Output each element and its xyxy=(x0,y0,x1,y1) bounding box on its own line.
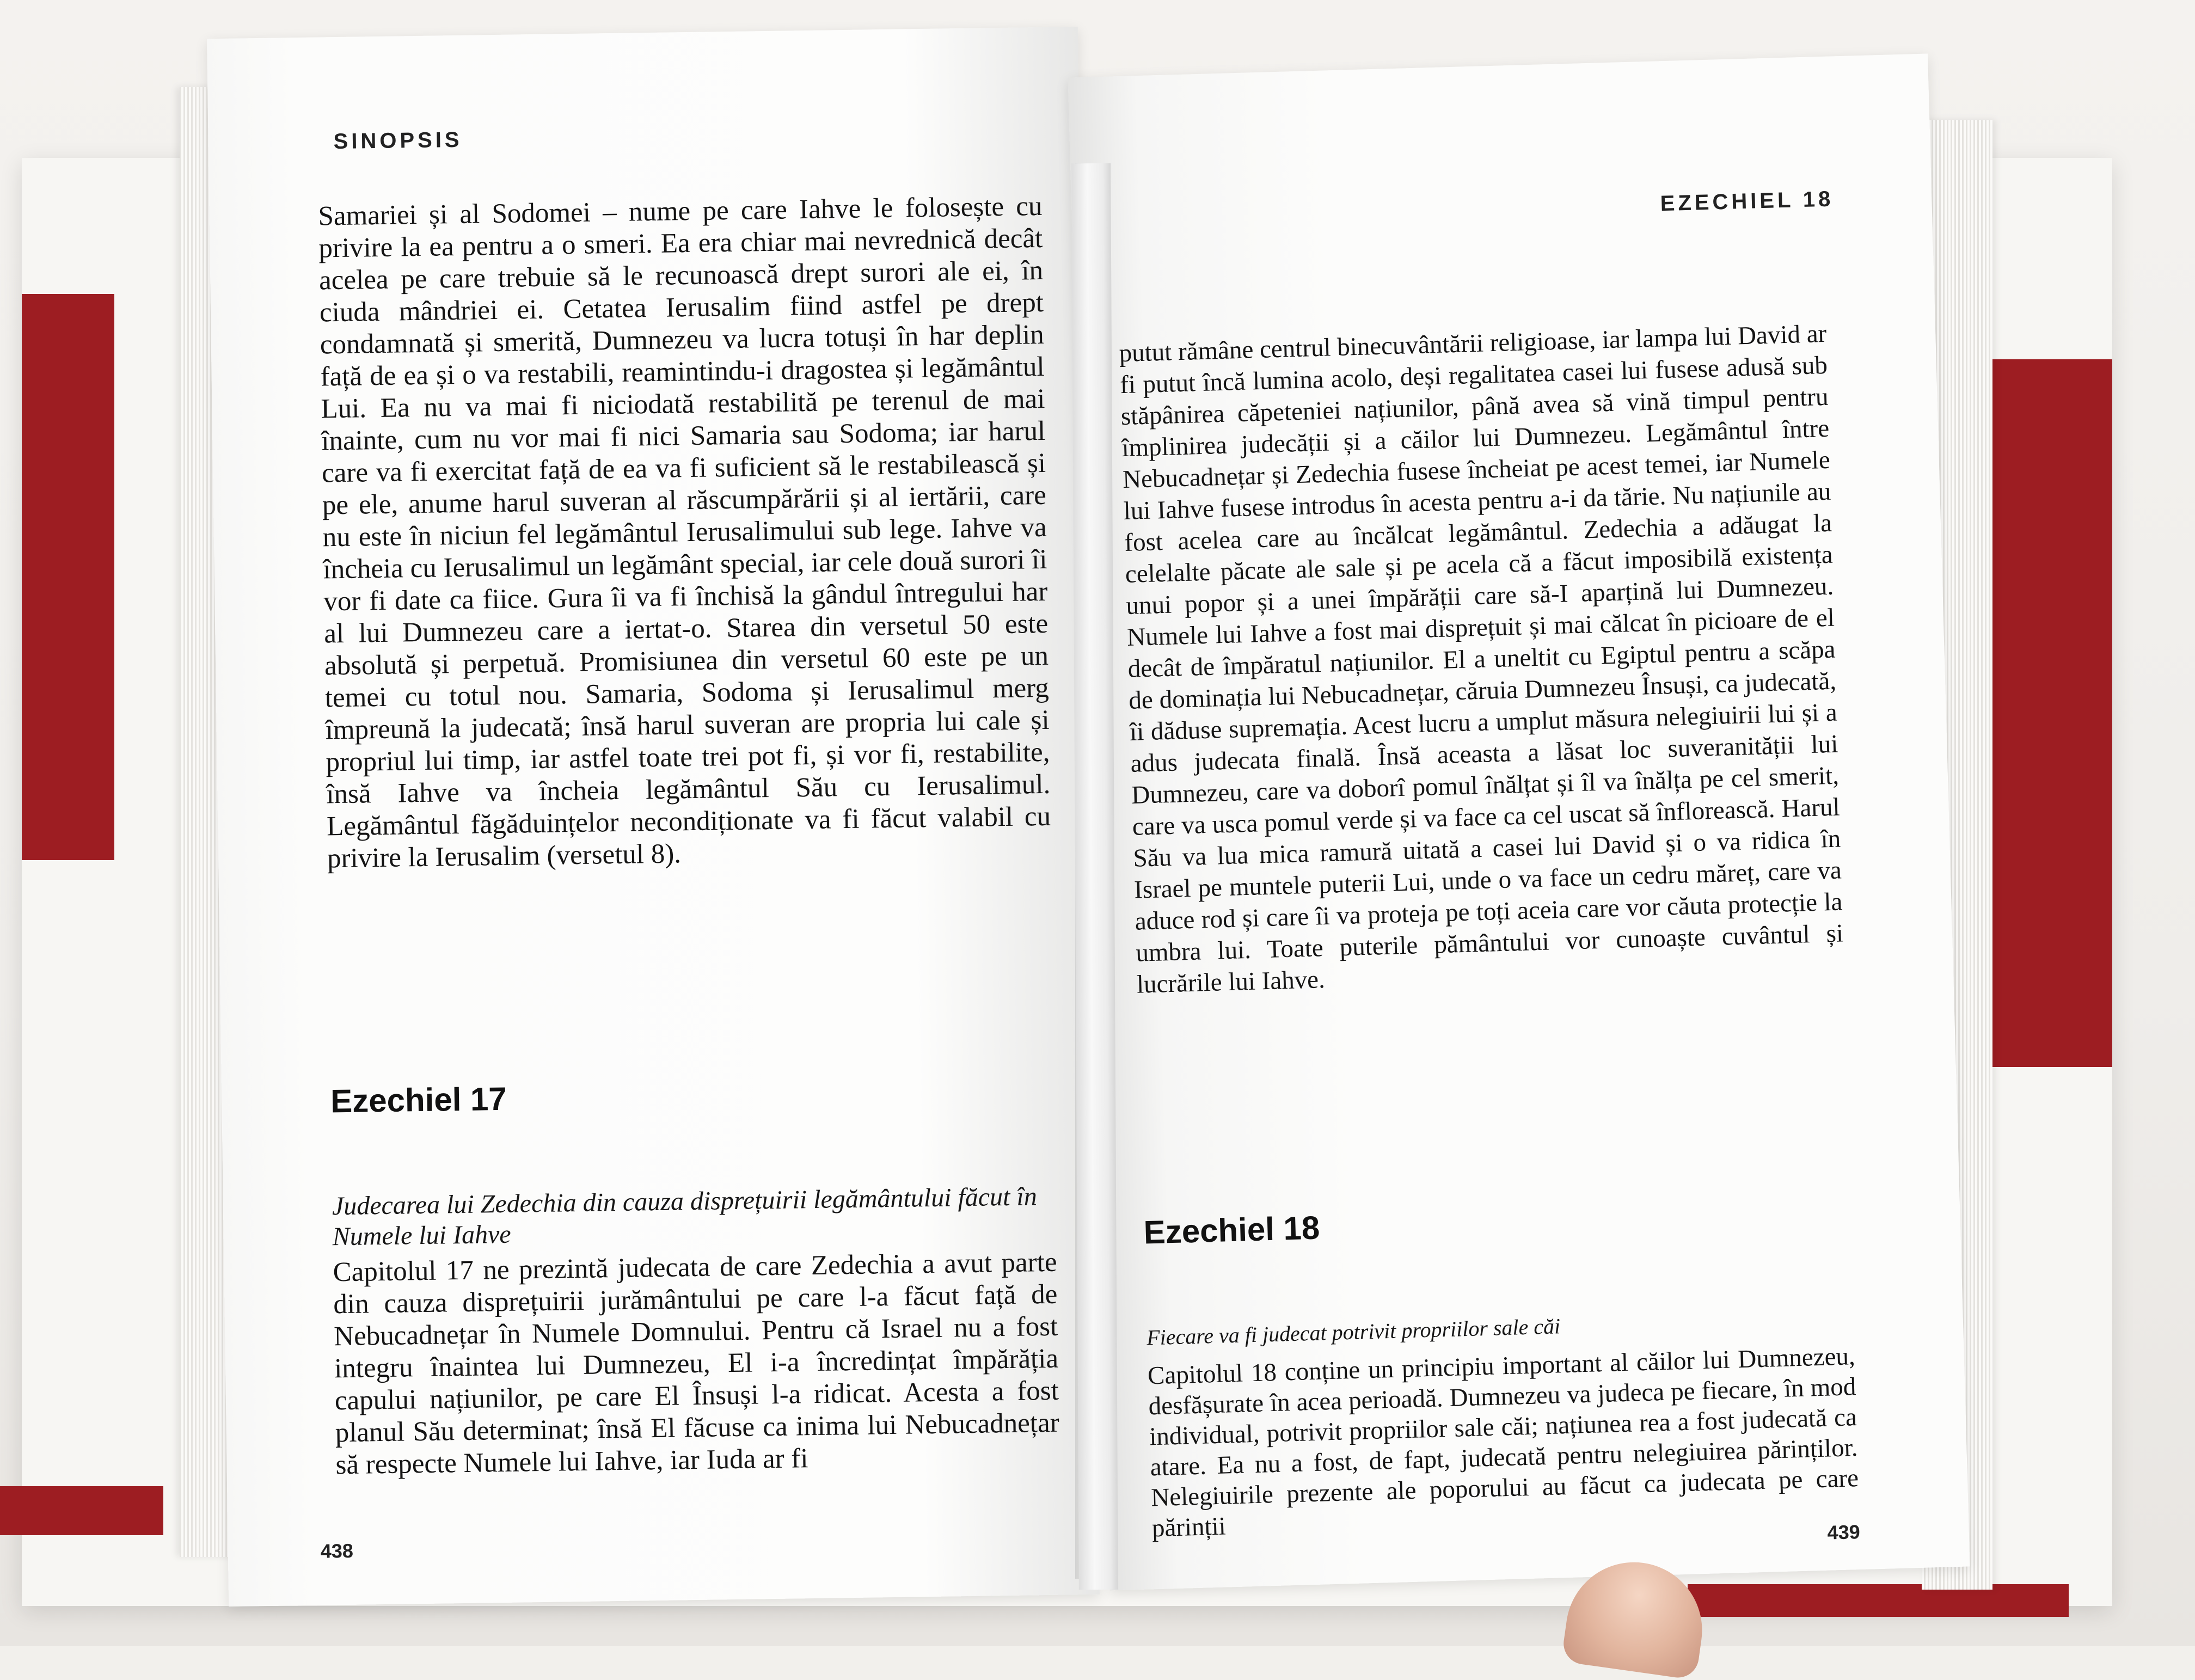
bookmark-ribbon xyxy=(1071,163,1118,1590)
cover-red-band-left xyxy=(22,294,114,860)
page-number-right: 439 xyxy=(1827,1520,1861,1544)
right-page xyxy=(1068,53,1970,1590)
cover-red-band-right xyxy=(1992,359,2112,1067)
cover-red-corner-left xyxy=(0,1486,163,1535)
chapter-subtitle-17: Judecarea lui Zedechia din cauza disprețuirii legământului făcut în Numele lui Iahve xyxy=(332,1182,1038,1252)
chapter-subtitle-18: Fiecare va fi judecat potrivit propriilor sale căi xyxy=(1146,1314,1561,1350)
chapter-17-text: Capitolul 17 ne prezintă judecata de care Zedechia a avut parte din cauza disprețuirii jurământului pe care l-a făcut față de Nebucadnețar în Numele Domnului. Pentru că Israel nu a fost integru înaintea lui Dumnezeu, El i-a încredințat împărăția capului națiunilor, pe care El Însuși l-a ridicat. Acesta a fost planul Său determinat; însă El făcuse ca inima lui Nebucadnețar să respecte Numele lui Iahve, iar Iuda ar fi xyxy=(333,1247,1060,1481)
left-page-continued-text: Samariei și al Sodomei – nume pe care Iahve le folosește cu privire la ea pentru a o smeri. Ea era chiar mai nevrednică decât acelea pe care trebuie să le recunoască drept surori ale ei, în ciuda mândriei ei. Cetatea Ierusalim fiind astfel pe drept condamnată și smerită, Dumnezeu va lucra totuși în har deplin față de ea și o va restabili, reamintindu-i dragostea și legământul Lui. Ea nu va mai fi niciodată restabilită pe terenul de mai înainte, cum nu vor mai fi nici Samaria sau Sodoma; iar harul care va fi exercitat față de ea va fi suficient să le restabilească și pe ele, anume harul suveran al răscumpărării și al iertării, care nu este în niciun fel legământul Ierusalimului sub lege. Iahve va încheia cu Ierusalimul un legământ special, iar cele două surori îi vor fi date ca fiice. Gura îi va fi închisă la gândul întregului har al lui Dumnezeu care a iertat-o. Starea din versetul 50 este absolută și perpetuă. Promisiunea din versetul 60 este pe un temei cu totul nou. Samaria, Sodoma și Ierusalimul merg împreună la judecată; însă harul suveran are propria lui cale și propriul lui timp, iar astfel toate trei pot fi, și vor fi, restabilite, însă Iahve va încheia legământul Său cu Ierusalimul. Legământul făgăduințelor necondiționate va fi făcut valabil cu privire la Ierusalim (versetul 8). xyxy=(318,191,1051,874)
running-head-right: EZECHIEL 18 xyxy=(1660,187,1834,216)
running-head-left: SINOPSIS xyxy=(333,127,463,154)
cover-red-corner-right xyxy=(1688,1584,2069,1617)
right-page-continued-text: putut rămâne centrul binecuvântării religioase, iar lampa lui David ar fi putut încă lumina acolo, deși regalitatea casei lui fusese adusă sub stăpânirea căpeteniei națiunilor, până avea să vină timpul pentru împlinirea judecății și a căilor lui Dumnezeu. Legământul între Nebucadnețar și Zedechia fusese încheiat pe acest temei, iar Numele lui Iahve fusese introdus în acesta pentru a-i da tărie. Nu națiunile au fost acelea care au încălcat legământul. Zedechia a adăugat la celelalte păcate ale sale și pe acela că a făcut imposibilă existența unui popor și a unei împărății care să-I aparțină lui Dumnezeu. Numele lui Iahve a fost mai disprețuit și mai călcat în picioare de el decât de împăratul națiunilor. El a uneltit cu Egiptul pentru a scăpa de dominația lui Nebucadnețar, căruia Dumnezeu Însuși, ca judecată, îi dăduse supremația. Acest lucru a umplut măsura nelegiuirii lui și a adus judecata finală. Însă aceasta a lăsat loc suveranității lui Dumnezeu, care va doborî pomul înălțat și îl va înălța pe cel smerit, care va usca pomul verde și va face ca cel uscat să înflorească. Harul Său va lua mica ramură uitată a casei lui David și o va ridica în Israel pe muntele puterii Lui, unde o va face un cedru măreț, care va aduce rod și care îi va proteja pe toți aceia care vor căuta protecție la umbra lui. Toate puterile pământului vor cunoaște cuvântul și lucrările lui Iahve. xyxy=(1118,319,1844,999)
chapter-heading-ezechiel-17: Ezechiel 17 xyxy=(330,1080,507,1120)
page-number-left: 438 xyxy=(320,1539,354,1562)
left-page xyxy=(207,27,1100,1607)
chapter-18-text: Capitolul 18 conține un principiu important al căilor lui Dumnezeu, desfășurate în acea perioadă. Dumnezeu va judeca pe fiecare, în mod individual, potrivit propriilor sale căi; națiunea rea a fost judecată ca atare. Ea nu a fost, de fapt, judecată pentru nelegiuirea părinților. Nelegiuirile prezente ale poporului au făcut ca judecata pe care părinții xyxy=(1147,1342,1859,1543)
chapter-heading-ezechiel-18: Ezechiel 18 xyxy=(1143,1209,1321,1251)
